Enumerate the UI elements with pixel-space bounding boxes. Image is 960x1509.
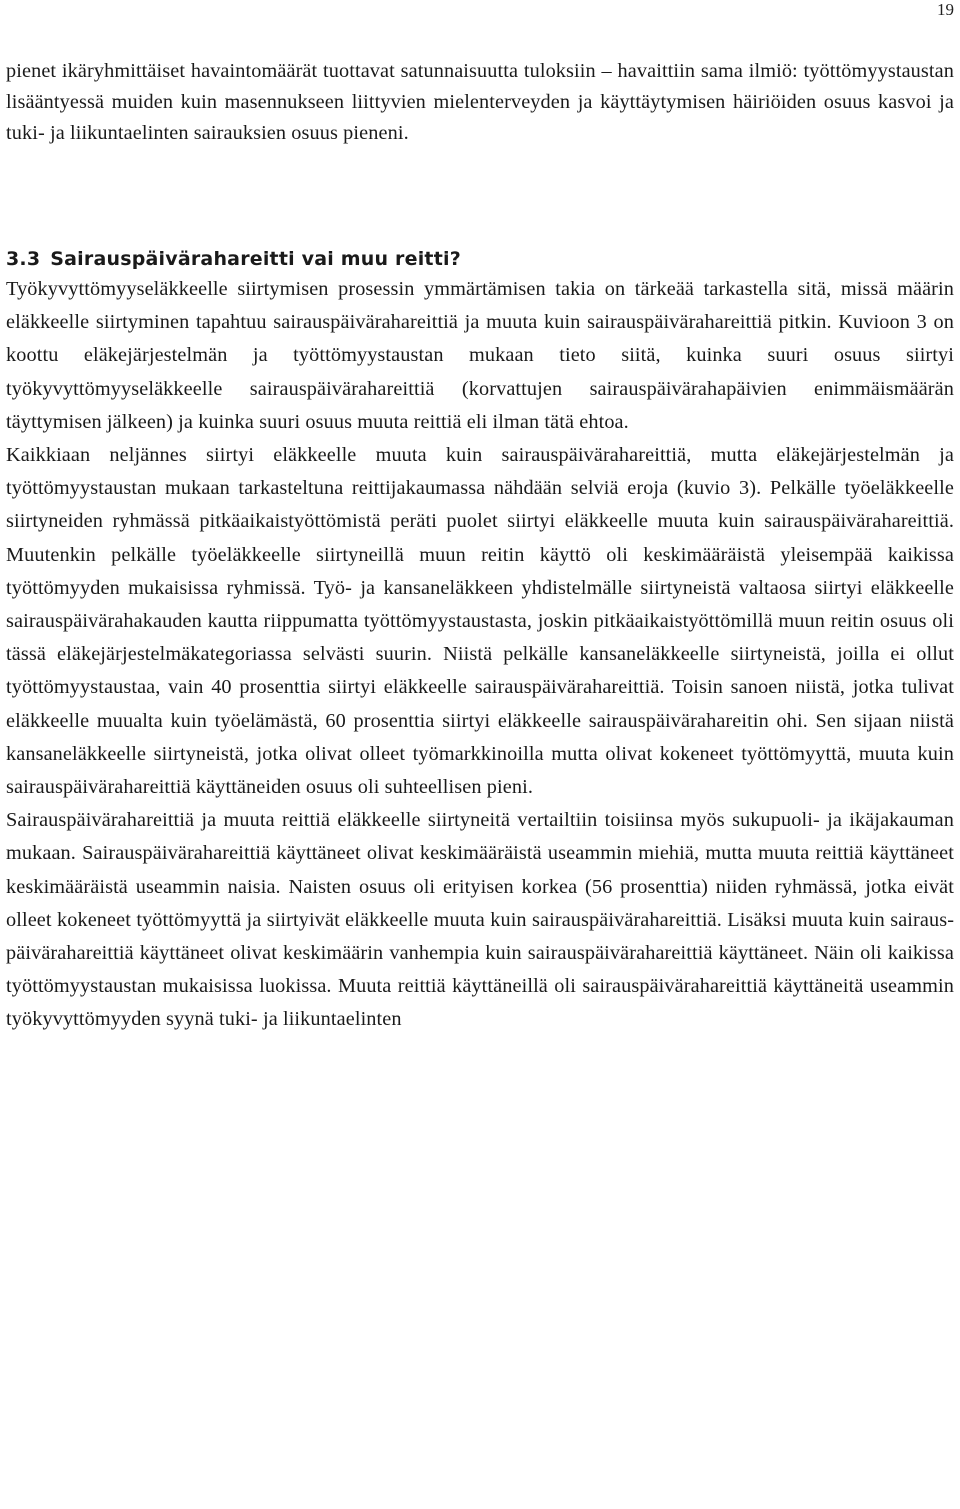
body-paragraph-3: Sairauspäivärahareittiä ja muuta reittiä eläkkeelle siirtyneitä vertailtiin toisiinsa myös sukupuoli- ja ikäjakauman mukaan. Sairauspäivärahareittiä käyttäneet olivat keskimääräistä useammin miehiä, mutta muuta reittiä käyttäneet keskimääräistä useammin naisia. Naisten osuus oli erityisen korkea (56 prosenttia) niiden ryhmässä, jotka eivät olleet kokeneet työttömyyttä ja siirtyivät eläkkeelle muuta kuin sairauspäivärahareittiä. Lisäksi muuta kuin sairauspäivärahareittiä käyttäneet olivat keskimäärin vanhempia kuin sairauspäivärahareittiä käyttäneet. Näin oli kaikissa työttömyystaustan mukaisissa luokissa. Muuta reittiä käyttäneillä oli sairauspäivärahareittiä käyttäneitä useammin työkyvyttömyyden syynä tuki- ja liikuntaelinten: [6, 809, 954, 1031]
page-body: [6, 56, 954, 1037]
page-number: 19: [937, 0, 954, 19]
section-title: Sairauspäivärahareitti vai muu reitti?: [50, 248, 461, 270]
intro-paragraph: pienet ikäryhmittäiset havaintomäärät tuottavat satunnaisuutta tuloksiin – havaittiin sama ilmiö: työttömyystaustan lisääntyessä muiden kuin masennukseen liittyvien mielenterveyden ja käyttäytymisen häiriöiden osuus kasvoi ja tuki- ja liikuntaelinten sairauksien osuus pieneni.: [6, 60, 954, 144]
section-heading: [6, 245, 954, 273]
section-number: 3.3: [6, 248, 41, 270]
body-paragraph-2: Kaikkiaan neljännes siirtyi eläkkeelle muuta kuin sairauspäivärahareittiä, mutta eläkejärjestelmän ja työttömyystaustan mukaan tarkasteltuna reittijakaumassa nähdään selviä eroja (kuvio 3). Pelkälle työeläkkeelle siirtyneiden ryhmässä pitkäaikaistyöttömistä peräti puolet siirtyi eläkkeelle muuta kuin sairauspäivärahareittiä. Muutenkin pelkälle työeläkkeelle siirtyneillä muun reitin käyttö oli keskimääräistä yleisempää kaikissa työttömyyden mukaisissa ryhmissä. Työ- ja kansaneläkkeen yhdistelmälle siirtyneistä valtaosa siirtyi eläkkeelle sairauspäivärahakauden kautta riippumatta työttömyystaustasta, joskin pitkäaikaistyöttömillä muun reitin osuus oli tässä eläkejärjestelmäkategoriassa selvästi suurin. Niistä pelkälle kansaneläkkeelle siirtyneistä, joilla ei ollut työttömyystaustaa, vain 40 prosenttia siirtyi eläkkeelle sairauspäivärahareittiä. Toisin sanoen niistä, jotka tulivat eläkkeelle muualta kuin työelämästä, 60 prosenttia siirtyi eläkkeelle sairauspäivärahareitin ohi. Sen sijaan niistä kansaneläkkeelle siirtyneistä, jotka olivat olleet työmarkkinoilla mutta olivat kokeneet työttömyyttä, muuta kuin sairauspäivärahareittiä käyttäneiden osuus oli suhteellisen pieni.: [6, 444, 954, 799]
body-paragraph-1: Työkyvyttömyyseläkkeelle siirtymisen prosessin ymmärtämisen takia on tärkeää tarkastella sitä, missä määrin eläkkeelle siirtyminen tapahtuu sairauspäivärahareittiä ja muuta kuin sairauspäivärahareittiä pitkin. Kuvioon 3 on koottu eläkejärjestelmän ja työttömyystaustan mukaan tieto siitä, kuinka suuri osuus siirtyi työkyvyttömyyseläkkeelle sairauspäivärahareittiä (korvattujen sairauspäivärahapäivien enimmäismäärän täyttymisen jälkeen) ja kuinka suuri osuus muuta reittiä eli ilman tätä ehtoa.: [6, 278, 954, 433]
